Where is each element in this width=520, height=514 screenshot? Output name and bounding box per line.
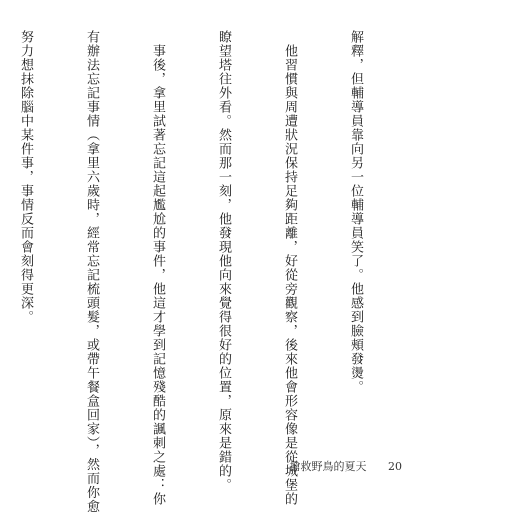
book-title: 搶救野鳥的夏天	[289, 460, 367, 473]
text-column: 解釋，但輔導員靠向另一位輔導員笑了。他感到臉頰發燙。	[348, 30, 363, 394]
text-column: 事後，拿里試著忘記這起尷尬的事件，他這才學到記憶殘酷的諷刺之處：你	[150, 30, 165, 506]
text-column: 努力想抹除腦中某件事，事情反而會刻得更深。	[18, 30, 33, 324]
text-column: 有辦法忘記事情（拿里六歲時，經常忘記梳頭髮，或帶午餐盒回家），然而你愈	[84, 30, 99, 514]
text-column: 瞭望塔往外看。然而那一刻，他發現他向來覺得很好的位置，原來是錯的。	[216, 30, 231, 492]
page-number: 20	[388, 460, 402, 473]
text-column: 他習慣與周遭狀況保持足夠距離，好從旁觀察，後來他會形容像是從城堡的	[282, 30, 297, 506]
page-footer	[290, 458, 403, 474]
